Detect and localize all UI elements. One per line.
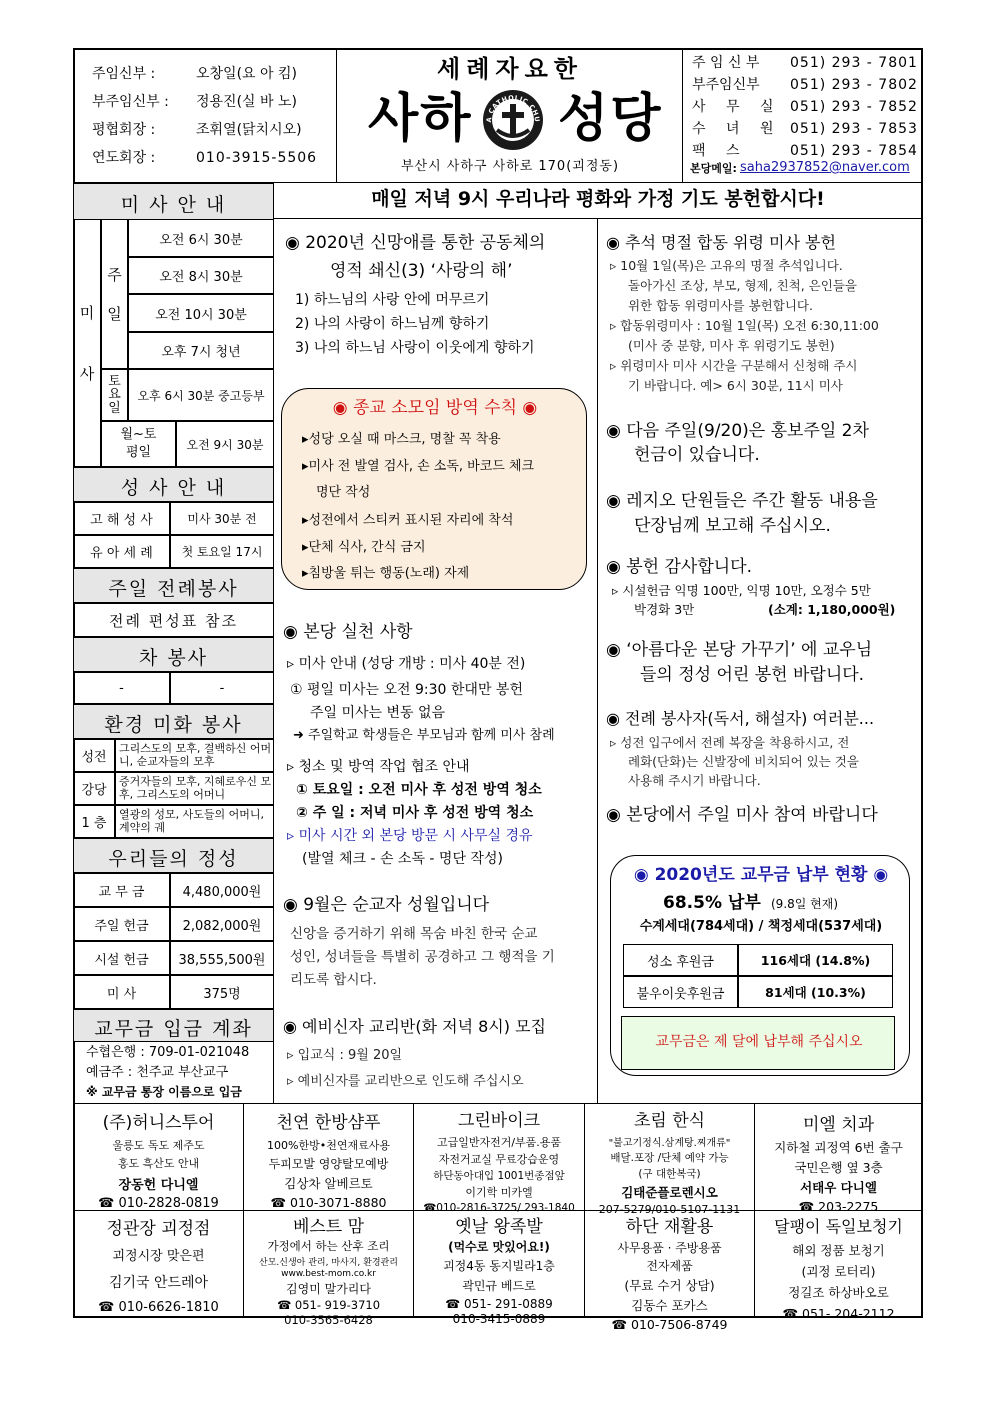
ad-line: 고급일반자전거/부품.용품	[436, 1136, 562, 1149]
martyr-line: 리도록 합시다.	[290, 972, 377, 988]
offering-amount: 2,082,000원	[170, 907, 274, 941]
ad-phone: 207-5279/010-5107-1131	[598, 1203, 741, 1216]
account-holder: 예금주 : 천주교 부산교구	[86, 1065, 229, 1080]
ad-title: 베스트 맘	[292, 1217, 365, 1237]
ad-green-bike	[414, 1106, 584, 1214]
ad-title: 하단 재활용	[625, 1217, 714, 1237]
ad-best-mom	[244, 1212, 413, 1327]
liturgy-servers-line: ▹ 성전 입구에서 전례 복장을 착용하시고, 전	[610, 735, 850, 750]
ad-phone: ☎ 010-2828-0819	[98, 1196, 219, 1211]
sunday-label: 주 일	[101, 219, 128, 369]
env-groups: 열광의 성모, 사도들의 어머니, 계약의 궤	[115, 805, 274, 838]
ad-line: 장동헌 다니엘	[118, 1178, 199, 1193]
env-place: 강당	[73, 772, 115, 805]
ad-line: 울릉도 독도 제주도	[112, 1139, 205, 1152]
offering-amount: 38,555,500원	[170, 941, 274, 975]
weekday-mass-time: 오전 9시 30분	[176, 421, 274, 467]
liturgy-servers-line: 례화(단화)는 신발장에 비치되어 있는 것을	[628, 754, 859, 769]
parish-address: 부산시 사하구 사하로 170(괴정동)	[400, 159, 620, 174]
ad-title: 옛날 왕족발	[455, 1217, 543, 1237]
ad-phone: ☎ 010-6626-1810	[98, 1300, 219, 1315]
quarantine-rule: 명단 작성	[316, 485, 371, 500]
ad-line: 곽민규 베드로	[462, 1279, 536, 1293]
ad-line: 괴정4동 동지빌라1층	[443, 1259, 555, 1273]
practice-line: ➜ 주일학교 학생들은 부모님과 함께 미사 참례	[293, 728, 555, 743]
contact-label: 부주임신부	[692, 77, 760, 93]
sunday-mass-notice: ◉ 본당에서 주일 미사 참여 바랍니다	[606, 805, 878, 825]
sunday-mass-time: 오후 7시 청년	[128, 332, 274, 369]
ad-line: 정길조 하상바오로	[788, 1285, 889, 1300]
promotion-sunday-notice-2: 헌금이 있습니다.	[634, 445, 760, 465]
thanks-line: ▹ 시설헌금 익명 100만, 익명 10만, 오정수 5만	[612, 583, 871, 598]
ad-line: "불고기정식.삼계탕.찌개류"	[608, 1138, 731, 1149]
env-groups: 그리스도의 모후, 결백하신 어머니, 순교자들의 모후	[115, 739, 274, 772]
memorial-line: ▹ 위령미사 미사 시간을 구분해서 신청해 주시	[610, 358, 858, 373]
ad-line: 서태우 다니엘	[800, 1180, 877, 1195]
staff-role: 평협회장 :	[92, 122, 156, 138]
offering-amount: 4,480,000원	[170, 873, 274, 907]
tea-service-entry: -	[73, 672, 170, 704]
tithe-row-name: 불우이웃후원금	[623, 976, 738, 1008]
ad-miel-dental	[755, 1110, 922, 1214]
environment-service-table	[73, 739, 274, 838]
sacrament-time: 미사 30분 전	[170, 502, 274, 535]
memorial-line: 돌아가신 조상, 부모, 형제, 친척, 은인들을	[628, 278, 857, 293]
ad-line: (무료 수거 상담)	[624, 1278, 715, 1293]
ad-phone: ☎ 051- 291-0889	[445, 1297, 553, 1311]
tithe-households: 수계세대(784세대) / 책정세대(537세대)	[639, 919, 883, 934]
liturgy-service-title: 주일 전례봉사	[73, 568, 274, 603]
memorial-line: 기 바랍니다. 예> 6시 30분, 11시 미사	[628, 378, 843, 393]
memorial-line: 위한 합동 위령미사를 봉헌합니다.	[628, 298, 813, 313]
quarantine-rules-box	[281, 388, 587, 590]
ad-line: 김상차 알베르토	[284, 1176, 373, 1191]
ad-jeonggwanjang	[74, 1214, 243, 1315]
tea-service-entry: -	[170, 672, 274, 704]
liturgy-servers-line: 사용해 주시기 바랍니다.	[628, 773, 761, 788]
ad-line: 괴정시장 맞은편	[112, 1249, 205, 1264]
ad-line: (괴정 로터리)	[801, 1264, 876, 1279]
ad-phone: ☎ 051- 919-3710	[276, 1298, 381, 1312]
svg-text:SAHA CATHOLIC CHURCH: A CATHOLIC CHU	[484, 93, 542, 123]
ad-title: 달팽이 독일보청기	[774, 1217, 903, 1236]
decoration-notice: ◉ ‘아름다운 본당 가꾸기’ 에 교우님	[606, 640, 873, 660]
offering-title: 우리들의 정성	[73, 838, 274, 873]
sunday-mass-time: 오전 8시 30분	[128, 257, 274, 294]
env-place: 성전	[73, 739, 115, 772]
sunday-mass-time: 오전 10시 30분	[128, 294, 274, 332]
column-divider	[597, 219, 598, 1103]
ad-pork-trotters	[414, 1212, 584, 1326]
section-community-title-2: 영적 쇄신(3) ‘사랑의 해’	[330, 261, 513, 281]
staff-role: 주임신부 :	[92, 66, 156, 82]
ad-honeys-tour	[74, 1108, 243, 1211]
offering-name: 주일 헌금	[73, 907, 170, 941]
practice-line: ▹ 미사 안내 (성당 개방 : 미사 40분 전)	[287, 656, 526, 672]
tithe-row-value: 81세대 (10.3%)	[738, 976, 893, 1008]
contact-phone: 051) 293 - 7852	[790, 99, 918, 115]
tithe-status-panel	[610, 855, 910, 1076]
catechumen-line: ▹ 입교식 : 9월 20일	[287, 1048, 403, 1063]
practice-line: ① 평일 미사는 오전 9:30 한대만 봉헌	[290, 682, 523, 698]
tithe-notice-box	[621, 1016, 895, 1070]
ad-line: 김태준플로렌시오	[621, 1185, 718, 1200]
liturgy-servers-title: ◉ 전례 봉사자(독서, 해설자) 여러분...	[606, 709, 875, 728]
ad-line: 전자제품	[646, 1259, 693, 1273]
ad-phone: ☎ 010-7506-8749	[611, 1317, 728, 1332]
ad-phone: 010-3565-6428	[284, 1313, 373, 1327]
legio-notice-2: 단장님께 보고해 주십시오.	[634, 516, 831, 536]
offering-table	[73, 873, 274, 1009]
ad-line: 배달.포장 /단체 예약 가능	[610, 1152, 729, 1164]
ad-line: 두피모발 영양탈모예방	[268, 1157, 389, 1171]
env-groups: 증거자들의 모후, 지혜로우신 모후, 그리스도의 어머니	[115, 772, 274, 805]
ad-title: 초림 한식	[633, 1111, 706, 1131]
ad-title: (주)허니스투어	[102, 1113, 215, 1133]
contact-phone: 051) 293 - 7802	[790, 77, 918, 93]
decoration-notice-2: 들의 정성 어린 봉헌 바랍니다.	[640, 665, 865, 685]
mass-schedule-table	[73, 219, 274, 467]
tithe-rate: 68.5% 납부	[663, 893, 761, 913]
ads-top-divider	[73, 1103, 923, 1104]
header-divider-left	[336, 48, 337, 182]
staff-name: 정용진(실 바 노)	[196, 94, 297, 110]
legio-notice: ◉ 레지오 단원들은 주간 활동 내용을	[606, 491, 878, 511]
parish-name-right: 성당	[558, 89, 663, 149]
contact-label: 팩 스	[692, 143, 748, 159]
quarantine-rule: ▸침방울 튀는 행동(노래) 자제	[302, 566, 470, 581]
ad-phone: ☎ 010-3071-8880	[270, 1195, 387, 1210]
ad-phone: ☎010-2816-3725/ 293-1840	[423, 1202, 575, 1214]
ad-phone: 010-3415-0889	[452, 1312, 546, 1326]
offering-amount: 375명	[170, 975, 274, 1009]
memorial-line: (미사 중 분향, 미사 후 위령기도 봉헌)	[628, 338, 835, 353]
mass-label: 미 사	[73, 219, 101, 467]
sacrament-name: 유 아 세 례	[73, 535, 170, 568]
quarantine-rule: ▸단체 식사, 간식 금지	[302, 540, 426, 555]
account-note: ※ 교무금 통장 이름으로 입금	[86, 1085, 242, 1099]
section-practice-title: ◉ 본당 실천 사항	[283, 622, 413, 642]
tithe-row-name: 성소 후원금	[623, 944, 738, 976]
ad-line: 지하철 괴정역 6번 출구	[774, 1140, 903, 1155]
ad-chorim-restaurant	[585, 1106, 754, 1216]
ad-line: 사무용품 · 주방용품	[617, 1241, 722, 1255]
tithe-status-title: ◉ 2020년도 교무금 납부 현황 ◉	[633, 865, 889, 885]
section-memorial-mass-title: ◉ 추석 명절 합동 위령 미사 봉헌	[606, 233, 836, 252]
staff-role: 연도회장 :	[92, 150, 156, 166]
practice-line: ▹ 미사 시간 외 본당 방문 시 사무실 경유	[287, 828, 533, 844]
weekday-label: 월~토 평일	[101, 421, 176, 467]
ad-snail-hearing-aids	[755, 1214, 922, 1321]
practice-line: ① 토요일 : 오전 미사 후 성전 방역 청소	[296, 782, 542, 798]
offering-name: 교 무 금	[73, 873, 170, 907]
practice-line: (발열 체크 - 손 소독 - 명단 작성)	[302, 851, 503, 867]
ad-line: 가정에서 하는 산후 조리	[267, 1239, 390, 1253]
account-bank: 수협은행 : 709-01-021048	[86, 1045, 250, 1060]
sacrament-time: 첫 토요일 17시	[170, 535, 274, 568]
ad-hadan-recycling	[585, 1212, 754, 1332]
ad-line: 김영미 말가리다	[286, 1282, 371, 1296]
sunday-mass-time: 오전 6시 30분	[128, 219, 274, 257]
ad-line: (먹수로 맛있어요!)	[448, 1240, 550, 1254]
mass-schedule-title: 미 사 안 내	[73, 183, 274, 220]
community-item: 1) 하느님의 사랑 안에 머무르기	[295, 292, 490, 308]
ad-line: 김동수 포카스	[631, 1298, 708, 1313]
church-logo-icon	[481, 88, 545, 152]
contact-phone: 051) 293 - 7801	[790, 55, 918, 71]
ad-line: 홍도 흑산도 안내	[117, 1157, 200, 1170]
email-label: 본당메일:	[690, 162, 737, 175]
ad-line: 100%한방•천연재료사용	[267, 1139, 390, 1152]
staff-role: 부주임신부 :	[92, 94, 169, 110]
church-logo	[481, 88, 545, 152]
ad-title: 천연 한방샴푸	[276, 1113, 381, 1133]
tithe-notice: 교무금은 제 달에 납부해 주십시오	[655, 1034, 863, 1050]
tithe-row-value: 116세대 (14.8%)	[738, 944, 893, 976]
ad-line: 국민은행 옆 3층	[794, 1160, 883, 1175]
contact-label: 수 녀 원	[692, 121, 782, 137]
section-catechumen-title: ◉ 예비신자 교리반(화 저녁 8시) 모집	[283, 1017, 546, 1036]
memorial-line: ▹ 합동위령미사 : 10월 1일(목) 오전 6:30,11:00	[610, 318, 879, 333]
ad-phone: ☎ 051- 204-2112	[782, 1306, 895, 1321]
header-divider-right	[682, 48, 683, 182]
thanks-title: ◉ 봉헌 감사합니다.	[606, 557, 752, 577]
promotion-sunday-notice: ◉ 다음 주일(9/20)은 홍보주일 2차	[606, 421, 869, 441]
section-martyr-title: ◉ 9월은 순교자 성월입니다	[283, 895, 490, 915]
ad-line: 이기학 미카엘	[465, 1186, 533, 1199]
martyr-line: 성인, 성녀들을 특별히 공경하고 그 행적을 기	[290, 949, 555, 965]
liturgy-service-text: 전례 편성표 참조	[73, 603, 274, 637]
parish-name-left: 사하	[368, 89, 473, 149]
ad-herbal-shampoo	[244, 1108, 413, 1210]
practice-line: ② 주 일 : 저녁 미사 후 성전 방역 청소	[296, 805, 534, 821]
quarantine-rule: ▸성당 오실 때 마스크, 명찰 꼭 착용	[302, 432, 501, 447]
practice-line: 주일 미사는 변동 없음	[310, 705, 446, 721]
ad-line: 자전거교실 무료강습운영	[438, 1153, 560, 1166]
ad-line: 산모.신생아 관리, 마사지, 환경관리	[259, 1258, 398, 1268]
community-item: 3) 나의 하느님 사랑이 이웃에게 향하기	[295, 340, 535, 356]
saturday-mass-time: 오후 6시 30분 중고등부	[128, 369, 274, 421]
ad-line: 하단동아대입 1001번종점앞	[433, 1170, 565, 1182]
offering-name: 시설 헌금	[73, 941, 170, 975]
community-item: 2) 나의 사랑이 하느님께 향하기	[295, 316, 490, 332]
tithe-date: (9.8일 현재)	[771, 897, 839, 911]
tea-service-title: 차 봉사	[73, 637, 274, 672]
account-title: 교무금 입금 계좌	[73, 1009, 274, 1042]
ad-line: (구 대한복국)	[638, 1168, 701, 1180]
staff-phone: 010-3915-5506	[196, 150, 318, 166]
quarantine-rule: ▸미사 전 발열 검사, 손 소독, 바코드 체크	[302, 459, 535, 474]
ad-title: 그린바이크	[457, 1111, 541, 1131]
ad-line: www.best-mom.co.kr	[281, 1269, 376, 1279]
saturday-label: 토 요 일	[101, 369, 128, 421]
catechumen-line: ▹ 예비신자를 교리반으로 인도해 주십시오	[287, 1074, 524, 1089]
sacrament-name: 고 해 성 사	[73, 502, 170, 535]
ad-title: 정관장 괴정점	[106, 1219, 211, 1239]
quarantine-rules-title: ◉ 종교 소모임 방역 수칙 ◉	[332, 398, 538, 418]
sacrament-table	[73, 502, 274, 568]
thanks-subtotal: (소계: 1,180,000원)	[768, 602, 896, 617]
section-community-title: ◉ 2020년 신망애를 통한 공동체의	[285, 233, 546, 253]
contact-phone: 051) 293 - 7853	[790, 121, 918, 137]
practice-line: ▹ 청소 및 방역 작업 협조 안내	[287, 759, 470, 775]
ad-phone: ☎ 203-2275	[798, 1199, 879, 1214]
ad-line: 김기국 안드레아	[108, 1275, 209, 1291]
memorial-line: ▹ 10월 1일(목)은 고유의 명절 추석입니다.	[610, 258, 843, 273]
prayer-banner	[273, 183, 923, 219]
offering-name: 미 사	[73, 975, 170, 1009]
ad-line: 해외 정품 보청기	[792, 1243, 885, 1258]
ad-title: 미엘 치과	[802, 1115, 875, 1135]
patron-title: 세례자요한	[437, 55, 583, 83]
env-place: 1 층	[73, 805, 115, 838]
staff-name: 오창일(요 아 킴)	[196, 66, 297, 82]
prayer-banner-text: 매일 저녁 9시 우리나라 평화와 가정 기도 봉헌합시다!	[371, 188, 825, 210]
contact-label: 주 임 신 부	[692, 55, 760, 71]
tithe-status-table	[623, 944, 893, 1008]
contact-label: 사 무 실	[692, 99, 782, 115]
sacrament-title: 성 사 안 내	[73, 467, 274, 502]
staff-name: 조휘열(닭치시오)	[196, 122, 302, 138]
environment-service-title: 환경 미화 봉사	[73, 704, 274, 739]
martyr-line: 신앙을 증거하기 위해 목숨 바친 한국 순교	[290, 926, 538, 942]
contact-phone: 051) 293 - 7854	[790, 143, 918, 159]
email-link[interactable]: saha2937852@naver.com	[740, 160, 910, 175]
quarantine-rule: ▸성전에서 스티커 표시된 자리에 착석	[302, 513, 514, 528]
thanks-line: 박경화 3만	[634, 602, 695, 617]
